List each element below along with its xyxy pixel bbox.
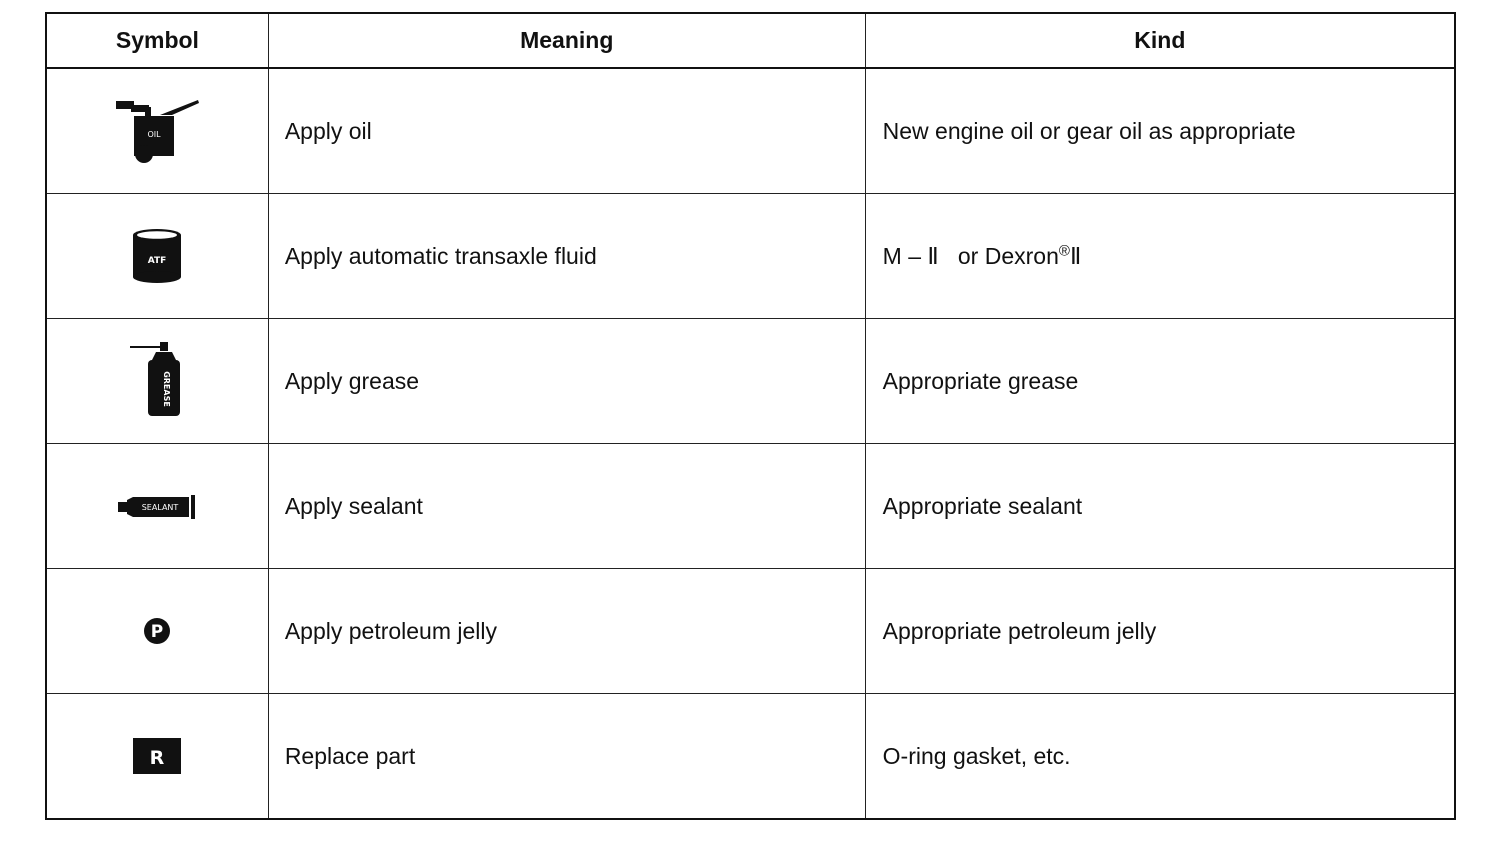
kind-roman-numeral: Ⅱ: [927, 242, 939, 269]
svg-text:OIL: OIL: [147, 130, 161, 139]
meaning-cell: Apply sealant: [268, 444, 865, 569]
table-row: [46, 694, 1455, 820]
header-meaning: Meaning: [268, 13, 865, 68]
meaning-cell: Apply petroleum jelly: [268, 569, 865, 694]
svg-text:P: P: [151, 622, 164, 643]
table-row: [46, 444, 1455, 569]
replace-part-icon: [133, 738, 181, 774]
meaning-cell: Apply automatic transaxle fluid: [268, 194, 865, 319]
header-symbol: Symbol: [46, 13, 268, 68]
oil-can-icon: [114, 97, 200, 165]
table-row: [46, 68, 1455, 194]
kind-cell: New engine oil or gear oil as appropriate: [865, 68, 1455, 194]
svg-text:GREASE: GREASE: [162, 371, 172, 407]
kind-cell: Appropriate sealant: [865, 444, 1455, 569]
sealant-tube-icon: [117, 494, 197, 520]
kind-cell: [865, 194, 1455, 319]
meaning-cell: Apply grease: [268, 319, 865, 444]
kind-text-prefix: M –: [882, 242, 928, 269]
registered-mark: ®: [1058, 241, 1070, 259]
table-row: [46, 319, 1455, 444]
kind-cell: Appropriate petroleum jelly: [865, 569, 1455, 694]
symbol-legend-table: [45, 12, 1456, 820]
kind-text-middle: or Dexron: [938, 242, 1059, 269]
symbol-cell: [46, 319, 268, 444]
table-header-row: [46, 13, 1455, 68]
meaning-cell: Replace part: [268, 694, 865, 820]
petroleum-jelly-icon: [143, 617, 171, 645]
table-row: [46, 569, 1455, 694]
svg-text:R: R: [150, 747, 165, 769]
kind-roman-numeral: Ⅱ: [1069, 242, 1082, 269]
symbol-cell: [46, 194, 268, 319]
svg-text:ATF: ATF: [148, 256, 167, 266]
grease-spray-can-icon: [128, 342, 186, 420]
symbol-cell: [46, 444, 268, 569]
kind-cell: O-ring gasket, etc.: [865, 694, 1455, 820]
symbol-cell: [46, 569, 268, 694]
kind-cell: Appropriate grease: [865, 319, 1455, 444]
symbol-cell: [46, 694, 268, 820]
symbol-cell: [46, 68, 268, 194]
svg-text:SEALANT: SEALANT: [142, 502, 179, 512]
header-kind: Kind: [865, 13, 1455, 68]
atf-container-icon: [131, 227, 183, 285]
meaning-cell: Apply oil: [268, 68, 865, 194]
table-row: [46, 194, 1455, 319]
